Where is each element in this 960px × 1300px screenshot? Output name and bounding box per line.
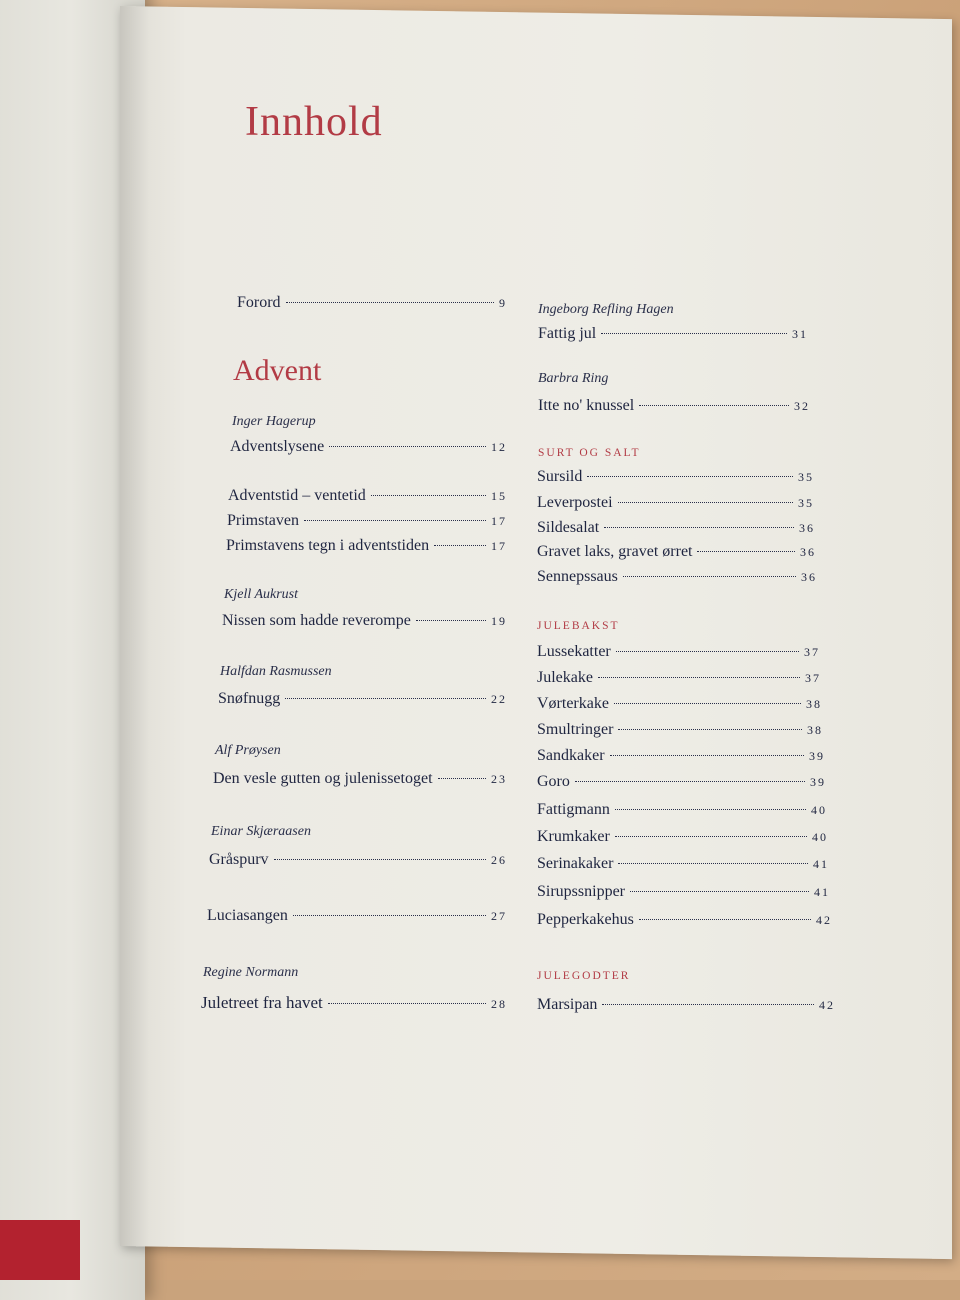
author-ingeborg-refling-hagen: Ingeborg Refling Hagen bbox=[538, 302, 674, 317]
dot-leader bbox=[293, 915, 486, 916]
author-einar-skjaeraasen: Einar Skjæraasen bbox=[211, 824, 311, 839]
dot-leader bbox=[285, 698, 486, 699]
toc-entry: Primstavens tegn i adventstiden 17 bbox=[226, 537, 507, 554]
dot-leader bbox=[639, 405, 789, 406]
toc-entry: Adventslysene 12 bbox=[230, 438, 507, 455]
toc-entry: Snøfnugg 22 bbox=[218, 690, 507, 707]
toc-entry: Julekake 37 bbox=[537, 669, 821, 686]
toc-entry: Sirupssnipper 41 bbox=[537, 883, 830, 900]
toc-entry: Nissen som hadde reverompe 19 bbox=[222, 612, 507, 629]
dot-leader bbox=[616, 651, 799, 652]
toc-entry: Fattigmann 40 bbox=[537, 801, 827, 818]
toc-entry: Gravet laks, gravet ørret 36 bbox=[537, 543, 816, 560]
toc-entry-forord: Forord 9 bbox=[237, 294, 507, 311]
dot-leader bbox=[615, 836, 807, 837]
toc-entry: Sennepssaus 36 bbox=[537, 568, 817, 585]
toc-entry: Den vesle gutten og julenissetoget 23 bbox=[213, 770, 507, 787]
page-gutter bbox=[120, 6, 150, 1246]
author-kjell-aukrust: Kjell Aukrust bbox=[224, 587, 299, 602]
dot-leader bbox=[575, 781, 805, 782]
dot-leader bbox=[587, 476, 793, 477]
dot-leader bbox=[614, 703, 801, 704]
page-title: Innhold bbox=[245, 99, 383, 145]
dot-leader bbox=[416, 620, 486, 621]
toc-entry: Leverpostei 35 bbox=[537, 494, 814, 511]
dot-leader bbox=[286, 302, 494, 303]
dot-leader bbox=[610, 755, 804, 756]
author-regine-normann: Regine Normann bbox=[203, 965, 299, 980]
toc-entry: Juletreet fra havet 28 bbox=[201, 993, 507, 1012]
dot-leader bbox=[601, 333, 787, 334]
toc-entry: Pepperkakehus 42 bbox=[537, 911, 832, 928]
toc-entry: Sandkaker 39 bbox=[537, 747, 825, 764]
toc-entry: Smultringer 38 bbox=[537, 721, 823, 738]
author-barbra-ring: Barbra Ring bbox=[538, 371, 609, 386]
dot-leader bbox=[434, 545, 486, 546]
dot-leader bbox=[618, 502, 793, 503]
dot-leader bbox=[618, 863, 808, 864]
book-cover-edge bbox=[0, 1220, 80, 1280]
section-title-advent: Advent bbox=[233, 354, 322, 387]
category-julegodter: JULEGODTER bbox=[537, 970, 631, 982]
category-surt-og-salt: SURT OG SALT bbox=[538, 447, 641, 459]
dot-leader bbox=[639, 919, 811, 920]
toc-entry: Vørterkake 38 bbox=[537, 695, 822, 712]
toc-entry: Lussekatter 37 bbox=[537, 643, 820, 660]
toc-entry: Fattig jul 31 bbox=[538, 325, 808, 342]
author-halfdan-rasmussen: Halfdan Rasmussen bbox=[220, 664, 332, 679]
dot-leader bbox=[615, 809, 806, 810]
toc-entry: Serinakaker 41 bbox=[537, 855, 829, 872]
toc-entry: Sildesalat 36 bbox=[537, 519, 815, 536]
toc-entry: Marsipan 42 bbox=[537, 996, 835, 1013]
dot-leader bbox=[328, 1003, 486, 1004]
toc-entry: Goro 39 bbox=[537, 773, 826, 790]
toc-entry: Primstaven 17 bbox=[227, 512, 507, 529]
dot-leader bbox=[618, 729, 802, 730]
toc-entry: Gråspurv 26 bbox=[209, 851, 507, 868]
toc-entry: Adventstid – ventetid 15 bbox=[228, 487, 507, 504]
dot-leader bbox=[274, 859, 486, 860]
dot-leader bbox=[602, 1004, 814, 1005]
dot-leader bbox=[438, 778, 486, 779]
author-alf-proysen: Alf Prøysen bbox=[215, 743, 281, 758]
dot-leader bbox=[623, 576, 796, 577]
dot-leader bbox=[329, 446, 486, 447]
dot-leader bbox=[604, 527, 794, 528]
toc-entry: Krumkaker 40 bbox=[537, 828, 828, 845]
dot-leader bbox=[630, 891, 809, 892]
category-julebakst: JULEBAKST bbox=[537, 620, 620, 632]
toc-entry: Itte no' knussel 32 bbox=[538, 397, 810, 414]
book-page bbox=[120, 6, 952, 1259]
author-inger-hagerup: Inger Hagerup bbox=[232, 414, 316, 429]
dot-leader bbox=[598, 677, 800, 678]
dot-leader bbox=[304, 520, 486, 521]
dot-leader bbox=[697, 551, 795, 552]
toc-entry: Sursild 35 bbox=[537, 468, 814, 485]
toc-entry: Luciasangen 27 bbox=[207, 907, 507, 924]
dot-leader bbox=[371, 495, 486, 496]
